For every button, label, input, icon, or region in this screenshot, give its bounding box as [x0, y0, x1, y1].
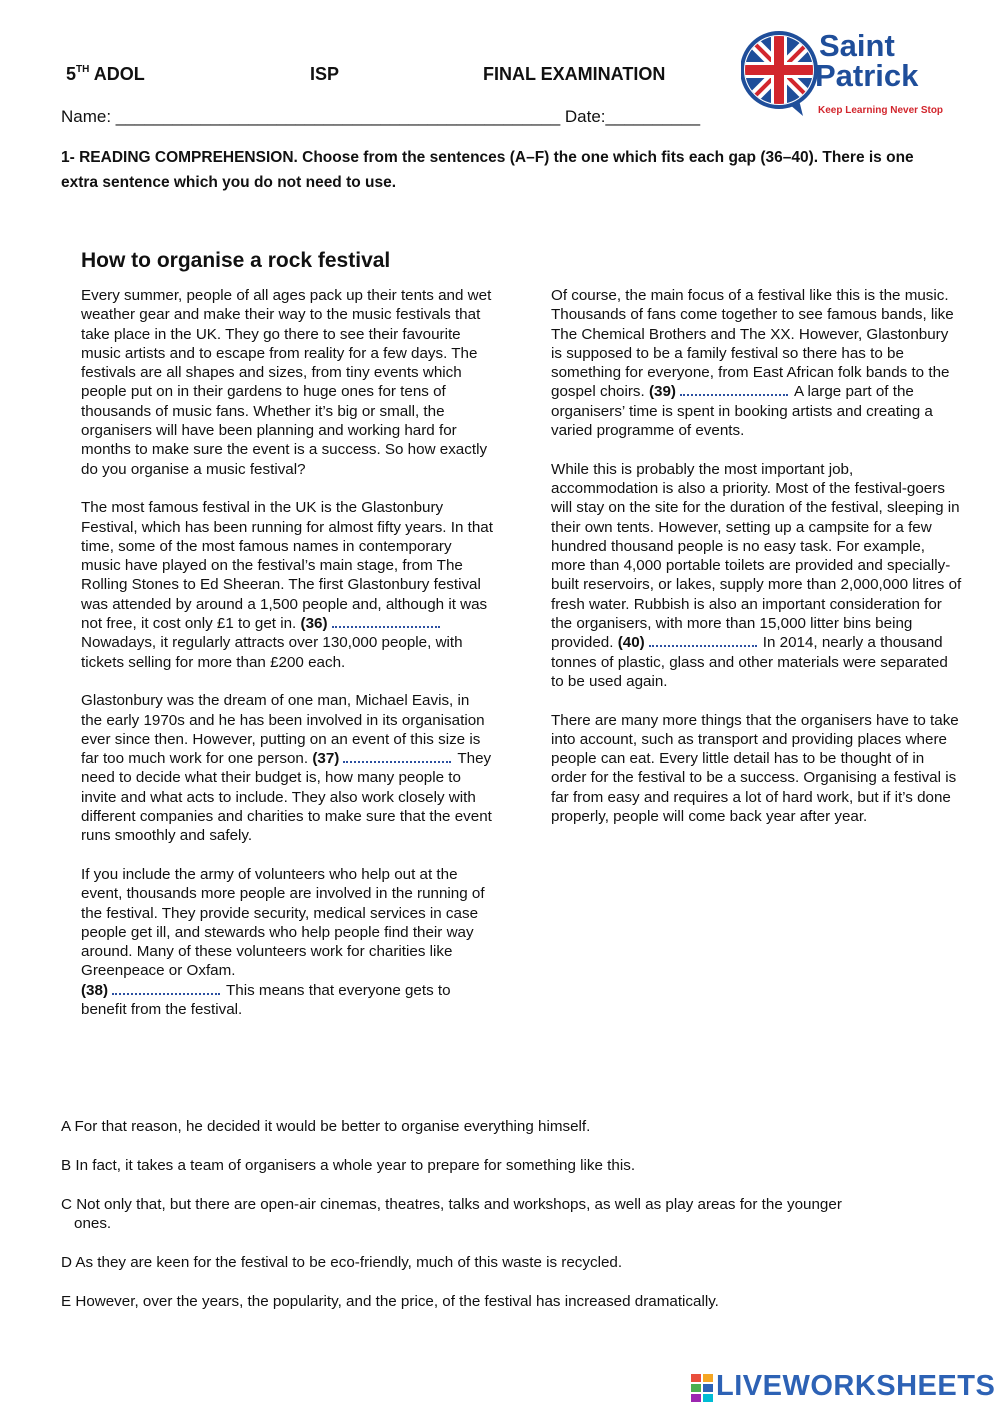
paragraph-4: If you include the army of volunteers who help out at the event, thousands more people are involved in the running of the festival. They provide security, medical services in case people get ill, and stewards who help people find their way around. Many of these volunteers work for charities like Greenpeace or Oxfam. (38) This means that everyone gets to benefit from the festival.: [81, 865, 485, 1018]
name-date-line: Name: _______________________________________________ Date:__________: [61, 107, 701, 126]
liveworksheets-logo-icon: [691, 1372, 715, 1404]
logo-tagline: Keep Learning Never Stop: [818, 105, 944, 116]
subject-label: ISP: [310, 64, 340, 84]
paragraph-1: Every summer, people of all ages pack up their tents and wet weather gear and make their way to the music festivals that take place in the UK. They go there to see their favourite music artists and to escape from reality for a few days. The festivals are all shapes and sizes, from tiny events which people put on in their gardens to huge ones for tens of thousands of music fans. Whether it’s big or small, the organisers will have been planning and working hard for months to make sure the event is a success. So how exactly do you organise a music festival?: [81, 287, 492, 478]
gap-37-label: (37): [312, 750, 340, 768]
paragraph-2: The most famous festival in the UK is the Glastonbury Festival, which has been running for almost fifty years. In that time, some of the most famous names in contemporary music have played on the festival’s main stage, from The Rolling Stones to Ed Sheeran. The first Glastonbury festival was attended by around a 1,500 people and, although it was not free, it cost only £1 to get in. (36)Nowadays, it regularly attracts over 130,000 people, with tickets selling for more than £200 each.: [81, 499, 493, 671]
paragraph-5: Of course, the main focus of a festival like this is the music. Thousands of fans come together to see famous bands, like The Chemical Brothers and The XX. However, Glastonbury is supposed to be a family festival so there has to be something for everyone, from East African folk bands to the gospel choirs. (39) A large part of the organisers’ time is spent in booking artists and creating a varied programme of events.: [551, 287, 954, 440]
paragraph-6: While this is probably the most important job, accommodation is also a priority. Most of the festival-goers will stay on the site for the duration of the festival, sleeping in their own tents. However, setting up a campsite for a few hundred thousand people is no easy task. For example, more than 4,000 portable toilets are provided and specially-built reservoirs, or lakes, supply more than 2,000,000 litres of fresh water. Rubbish is also an important consideration for the organisers, with more than 15,000 litter bins being provided. (40) In 2014, nearly a thousand tonnes of plastic, glass and other materials were separated to be used again.: [551, 460, 962, 690]
grade-label: 5TH ADOL: [66, 64, 145, 84]
gap-38-blank[interactable]: [112, 981, 220, 995]
gap-37-blank[interactable]: [343, 749, 451, 763]
article-left-column: [81, 286, 493, 1039]
option-e: E However, over the years, the popularity, and the price, of the festival has increased dramatically.: [61, 1293, 719, 1310]
option-b: B In fact, it takes a team of organisers a whole year to prepare for something like this.: [61, 1157, 636, 1174]
exam-title: FINAL EXAMINATION: [483, 64, 666, 84]
gap-38-label: (38): [81, 981, 109, 999]
gap-40-label: (40): [617, 634, 645, 652]
gap-39-label: (39): [648, 383, 676, 401]
logo-text-patrick: Patrick: [815, 58, 919, 93]
liveworksheets-brand: LIVEWORKSHEETS: [716, 1370, 996, 1402]
option-d: D As they are keen for the festival to be eco-friendly, much of this waste is recycled.: [61, 1254, 623, 1271]
gap-40-blank[interactable]: [649, 633, 757, 647]
paragraph-3: Glastonbury was the dream of one man, Michael Eavis, in the early 1970s and he has been involved in its organisation ever since then. However, putting on an event of this size is far too much work for one person. (37) They need to decide what their budget is, how many people to invite and what acts to include. They also work closely with different companies and charities to make sure that the event runs smoothly and safely.: [81, 692, 492, 845]
logo-text-saint: Saint: [819, 28, 895, 63]
gap-36-label: (36): [300, 615, 328, 633]
article-right-column: [551, 286, 963, 846]
option-a: A For that reason, he decided it would be better to organise everything himself.: [61, 1118, 591, 1135]
article-title: How to organise a rock festival: [81, 249, 391, 272]
paragraph-7: There are many more things that the organisers have to take into account, such as transport and providing places where people can eat. Every little detail has to be thought of in order for the festival to be a success. Organising a festival is far from easy and requires a lot of hard work, but if it’s done properly, people will come back year after year.: [551, 711, 959, 826]
instructions: 1- READING COMPREHENSION. Choose from the sentences (A–F) the one which fits each gap (36–40). There is one extra sentence which you do not need to use.: [61, 149, 914, 191]
gap-36-blank[interactable]: [332, 614, 440, 628]
option-c: C Not only that, but there are open-air cinemas, theatres, talks and workshops, as well as play areas for the younger ones.: [61, 1196, 842, 1232]
sentence-options: [61, 1117, 941, 1331]
gap-39-blank[interactable]: [680, 382, 788, 396]
